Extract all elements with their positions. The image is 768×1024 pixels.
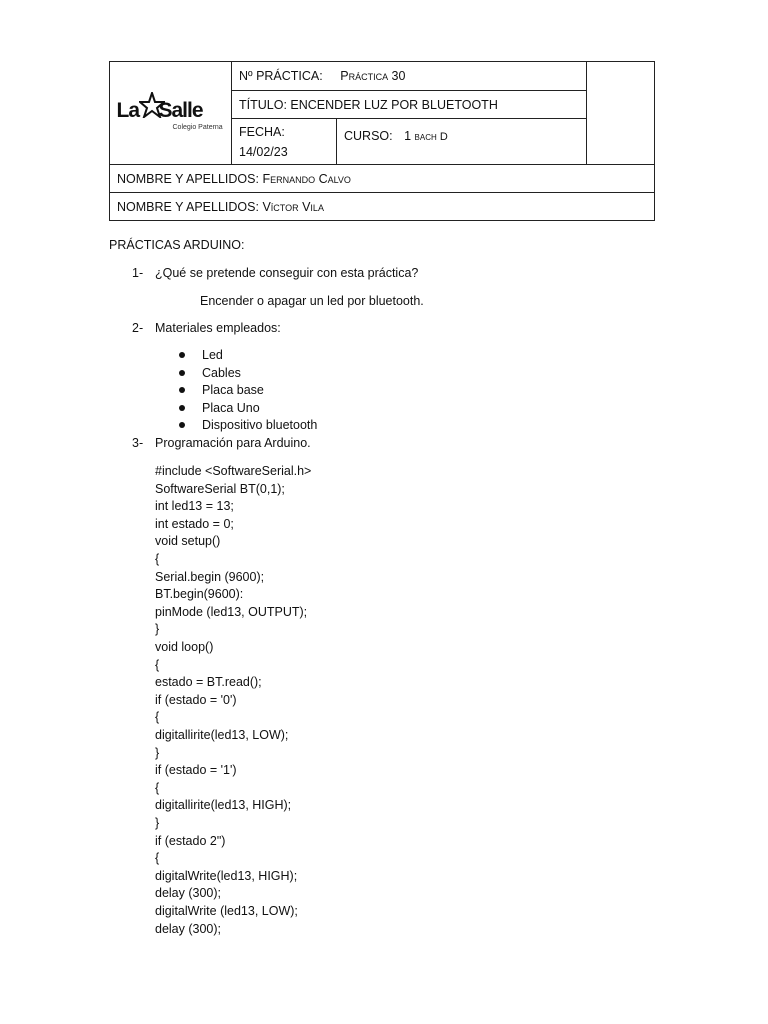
la-salle-logo xyxy=(115,87,227,137)
code-line: int led13 = 13; xyxy=(155,499,234,514)
code-line: if (estado = '0') xyxy=(155,692,237,707)
code-line: Serial.begin (9600); xyxy=(155,569,265,584)
bullet-icon xyxy=(179,387,185,393)
nombre2-value: Víctor Vila xyxy=(262,199,324,214)
code-line: pinMode (led13, OUTPUT); xyxy=(155,604,308,619)
titulo-cell xyxy=(232,91,587,119)
code-line: { xyxy=(155,851,160,866)
code-line: SoftwareSerial BT(0,1); xyxy=(155,481,285,496)
logo-cell xyxy=(110,62,232,165)
curso-label: CURSO: xyxy=(344,129,393,143)
code-line: { xyxy=(155,780,160,795)
code-line: #include <SoftwareSerial.h> xyxy=(155,464,312,478)
fecha-cell xyxy=(232,119,337,165)
practica-value: Práctica 30 xyxy=(340,69,406,83)
question-3-text: Programación para Arduino. xyxy=(155,436,311,450)
code-line: void setup() xyxy=(155,534,221,549)
practica-cell xyxy=(232,62,587,91)
code-line: digitalWrite(led13, HIGH); xyxy=(155,868,298,883)
code-line: { xyxy=(155,552,160,566)
question-2-text: Materiales empleados: xyxy=(155,321,281,335)
code-line: { xyxy=(155,710,160,725)
bullet-icon xyxy=(179,422,185,428)
nombre1-label: NOMBRE Y APELLIDOS: xyxy=(117,171,259,186)
code-line: digitallirite(led13, HIGH); xyxy=(155,798,292,813)
material-item: Cables xyxy=(202,366,241,380)
code-line: delay (300); xyxy=(155,886,222,901)
practica-label: Nº PRÁCTICA: xyxy=(239,69,323,83)
code-line: if (estado = '1') xyxy=(155,763,237,778)
nombre2-label: NOMBRE Y APELLIDOS: xyxy=(117,199,259,214)
question-3-number: 3- xyxy=(132,436,144,450)
material-item: Placa Uno xyxy=(202,401,260,415)
code-line: } xyxy=(155,745,160,760)
code-line: estado = BT.read(); xyxy=(155,675,262,690)
curso-value: 1 xyxy=(404,129,412,143)
question-1-number: 1- xyxy=(132,266,144,280)
logo-brand-left: La xyxy=(116,98,140,122)
code-line: } xyxy=(155,622,160,637)
blank-cell xyxy=(587,62,655,165)
code-line: digitallirite(led13, LOW); xyxy=(155,728,289,742)
code-line: if (estado 2") xyxy=(155,833,226,848)
code-line: } xyxy=(155,816,160,830)
nombre2-cell xyxy=(110,193,655,221)
fecha-label: FECHA: xyxy=(239,124,285,139)
titulo-label: TÍTULO: xyxy=(239,97,287,112)
curso-cell xyxy=(337,119,587,165)
material-item: Placa base xyxy=(202,383,264,397)
nombre1-cell xyxy=(110,165,655,193)
curso-group: bach D xyxy=(414,131,448,143)
bullet-icon xyxy=(179,352,185,358)
material-item: Led xyxy=(202,348,223,362)
code-line: delay (300); xyxy=(155,921,222,936)
question-2-number: 2- xyxy=(132,321,144,335)
bullet-icon xyxy=(179,370,185,376)
code-line: int estado = 0; xyxy=(155,516,234,531)
code-line: BT.begin(9600): xyxy=(155,587,244,602)
header-table xyxy=(109,61,655,221)
question-1-text: ¿Qué se pretende conseguir con esta práctica? xyxy=(155,266,419,280)
logo-subtitle: Colegio Paterna xyxy=(172,123,223,131)
material-item: Dispositivo bluetooth xyxy=(202,418,318,432)
code-line: void loop() xyxy=(155,640,214,654)
nombre1-value: Fernando Calvo xyxy=(262,171,351,186)
section-title: PRÁCTICAS ARDUINO: xyxy=(109,238,245,252)
answer-1: Encender o apagar un led por bluetooth. xyxy=(200,294,424,308)
titulo-value: ENCENDER LUZ POR BLUETOOTH xyxy=(290,97,498,112)
logo-brand-right: Salle xyxy=(158,98,203,122)
bullet-icon xyxy=(179,405,185,411)
code-line: digitalWrite (led13, LOW); xyxy=(155,904,298,918)
code-line: { xyxy=(155,657,160,672)
fecha-value: 14/02/23 xyxy=(239,144,288,159)
